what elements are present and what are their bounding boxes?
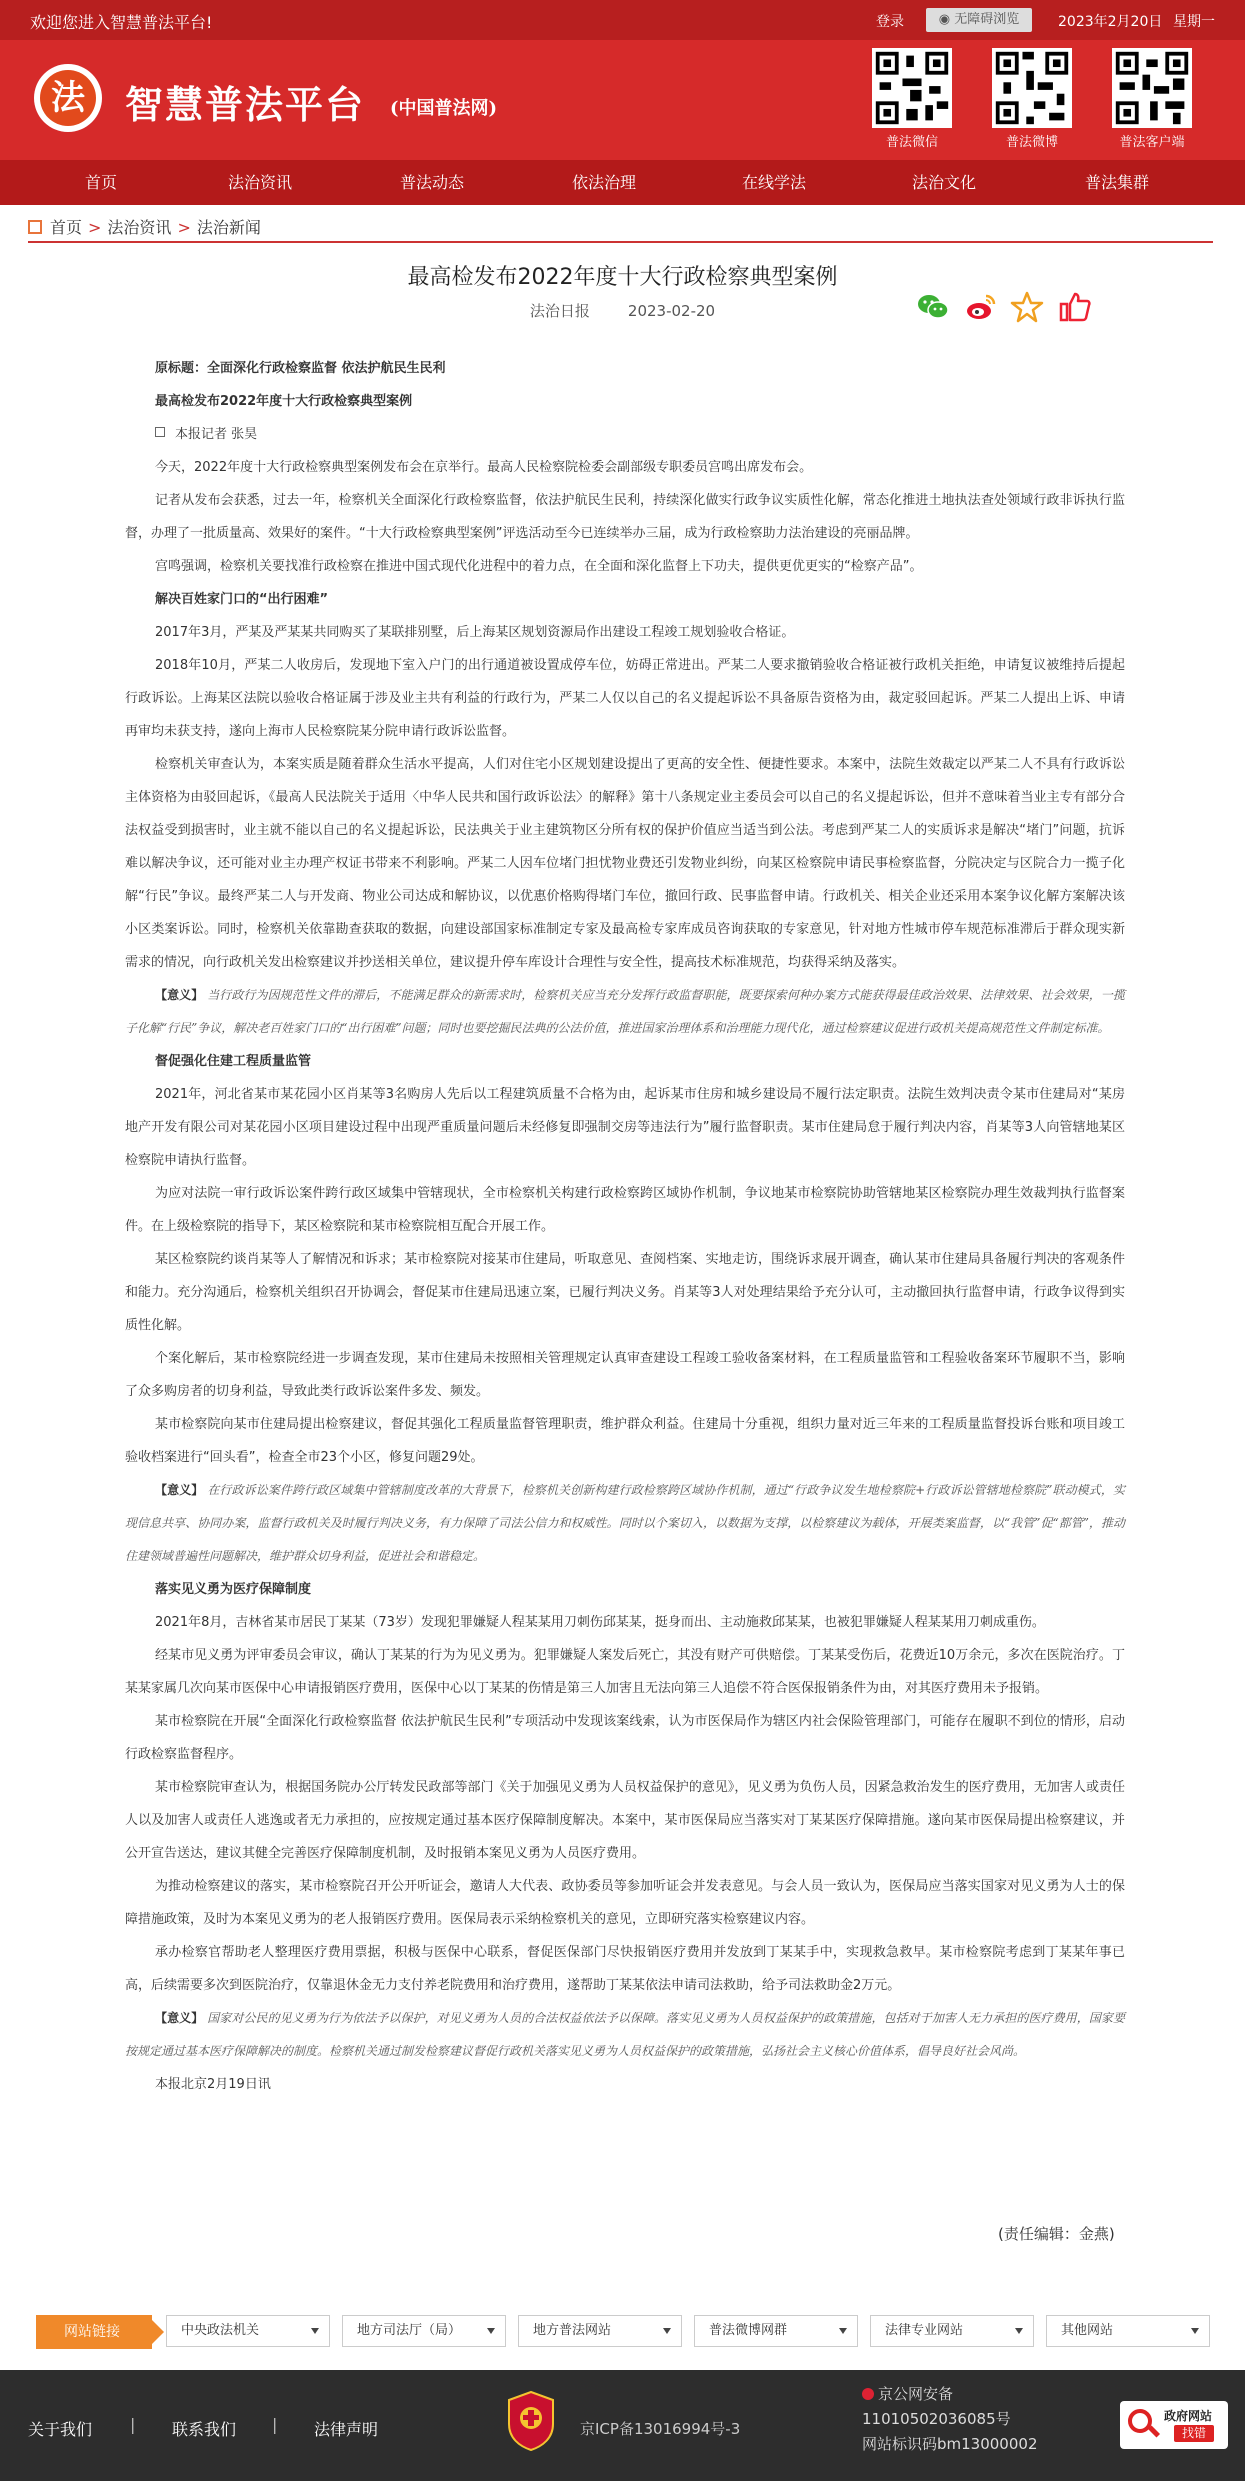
chevron-down-icon	[311, 2328, 319, 2334]
significance-note	[125, 2002, 1125, 2068]
breadcrumb: 首页 > 法治资讯 > 法治新闻	[28, 215, 261, 237]
chevron-down-icon	[487, 2328, 495, 2334]
login-link[interactable]: 登录	[876, 14, 904, 30]
wechat-qr-label: 普法微信	[885, 135, 938, 150]
gov-site-error-report-button[interactable]	[1120, 2401, 1228, 2449]
client-qr-icon	[1112, 48, 1192, 128]
significance-note	[125, 1474, 1125, 1573]
article-date: 2023-02-20	[627, 302, 716, 320]
paragraph: 某市检察院审查认为，根据国务院办公厅转发民政部等部门《关于加强见义勇为人员权益保护的意见》，见义勇为负伤人员，因紧急救治发生的医疗费用，无加害人或责任人以及加害人或责任人逃逸或者无力承担的，应按规定通过基本医疗保障制度解决。本案中，某市医保局应当落实对丁某某医疗保障措施。遂向某市医保局提出检察建议，并公开宣告送达，建议其健全完善医疗保障制度机制，及时报销本案见义勇为人员医疗费用。	[125, 1780, 1125, 1861]
reporter-line	[125, 418, 1125, 451]
police-badge-icon	[862, 2388, 874, 2400]
lead-title: 最高检发布2022年度十大行政检察典型案例	[155, 394, 413, 409]
home-icon	[28, 220, 42, 234]
nav-item-governance[interactable]: 依法治理	[571, 173, 636, 192]
weibo-share-icon[interactable]	[964, 290, 998, 324]
select-central-organs[interactable]	[166, 2315, 330, 2347]
reporter-name: 本报记者 张昊	[175, 427, 258, 442]
paragraph: 为应对法院一审行政诉讼案件跨行政区域集中管辖现状，全市检察机关构建行政检察跨区域协作机制，争议地某市检察院协助管辖地某区检察院办理生效裁判执行监督案件。在上级检察院的指导下，某区检察院和某市检察院相互配合开展工作。	[125, 1186, 1125, 1234]
significance-text: 国家对公民的见义勇为行为依法予以保护，对见义勇为人员的合法权益依法予以保障。落实见义勇为人员权益保护的政策措施，包括对于加害人无力承担的医疗费用，国家要按规定通过基本医疗保障解决的制度。检察机关通过制发检察建议督促行政机关落实见义勇为人员权益保护的政策措施，弘扬社会主义核心价值体系，倡导良好社会风尚。	[125, 2011, 1125, 2058]
select-pufa-weibo[interactable]	[694, 2315, 858, 2347]
nav-item-pufa-cluster[interactable]: 普法集群	[1084, 173, 1149, 192]
significance-text: 在行政诉讼案件跨行政区域集中管辖制度改革的大背景下，检察机关创新构建行政检察跨区域协作机制，通过“行政争议发生地检察院+行政诉讼管辖地检察院”联动模式，实现信息共享、协同办案，监督行政机关及时履行判决义务，有力保障了司法公信力和权威性。同时以个案切入，以数据为支撑，以检察建议为载体，开展类案监督，以“我管”促“都管”，推动住建领域普遍性问题解决，维护群众切身利益，促进社会和谐稳定。	[125, 1483, 1125, 1563]
site-links-label: 网站链接	[36, 2315, 152, 2349]
select-other-sites[interactable]	[1046, 2315, 1210, 2347]
breadcrumb-legal-news[interactable]: 法治资讯	[107, 218, 172, 237]
select-law-sites[interactable]	[870, 2315, 1034, 2347]
paragraph: 2021年8月，吉林省某市居民丁某某（73岁）发现犯罪嫌疑人程某某用刀刺伤邱某某，挺身而出、主动施救邱某某，也被犯罪嫌疑人程某某用刀刺成重伤。	[155, 1615, 1045, 1630]
site-identifier: 网站标识码bm13000002	[862, 2435, 1038, 2453]
favorite-star-icon[interactable]	[1010, 290, 1044, 324]
chevron-down-icon	[663, 2328, 671, 2334]
nav-item-home[interactable]: 首页	[84, 173, 117, 192]
icp-number[interactable]: 京ICP备13016994号-3	[580, 2420, 741, 2438]
footer-separator: |	[130, 2415, 136, 2434]
site-links-bar	[36, 2315, 1221, 2351]
select-value: 其他网站	[1061, 2323, 1114, 2338]
breadcrumb-divider	[28, 241, 1213, 243]
site-footer	[0, 2370, 1245, 2481]
police-record[interactable]	[862, 2382, 1037, 2457]
paragraph: 某区检察院约谈肖某等人了解情况和诉求；某市检察院对接某市住建局，听取意见、查阅档案、实地走访，围绕诉求展开调查，确认某市住建局具备履行判决的客观条件和能力。充分沟通后，检察机关组织召开协调会，督促某市住建局迅速立案，已履行判决义务。肖某等3人对处理结果给予充分认可，主动撤回执行监督申请，行政争议得到实质性化解。	[125, 1252, 1125, 1333]
significance-label: 【意义】	[155, 2011, 204, 2025]
main-nav	[0, 160, 1245, 205]
gov-site-label: 政府网站	[1164, 2409, 1213, 2423]
paragraph: 为推动检察建议的落实，某市检察院召开公开听证会，邀请人大代表、政协委员等参加听证会并发表意见。与会人员一致认为，医保局应当落实国家对见义勇为人士的保障措施政策，及时为本案见义勇为的老人报销医疗费用。医保局表示采纳检察机关的意见，立即研究落实检察建议内容。	[125, 1879, 1125, 1927]
paragraph: 2021年，河北省某市某花园小区肖某等3名购房人先后以工程建筑质量不合格为由，起诉某市住房和城乡建设局不履行法定职责。法院生效判决责令某市住建局对“某房地产开发有限公司对某花园小区项目建设过程中出现严重质量问题后未经修复即强制交房等违法行为”履行监督职责。某市住建局怠于履行判决内容，肖某等3人向管辖地某区检察院申请执行监督。	[125, 1087, 1125, 1168]
police-number: 11010502036085号	[862, 2410, 1011, 2428]
footer-contact-link[interactable]: 联系我们	[172, 2420, 237, 2439]
paragraph: 某市检察院向某市住建局提出检察建议，督促其强化工程质量监督管理职责，维护群众利益。住建局十分重视，组织力量对近三年来的工程质量监督投诉台账和项目竣工验收档案进行“回头看”，检查全市23个小区，修复问题29处。	[125, 1417, 1125, 1465]
paragraph: 检察机关审查认为，本案实质是随着群众生活水平提高，人们对住宅小区规划建设提出了更高的安全性、便捷性要求。本案中，法院生效裁定以严某二人不具有行政诉讼主体资格为由驳回起诉，《最高人民法院关于适用〈中华人民共和国行政诉讼法〉的解释》第十八条规定业主委员会可以自己的名义提起诉讼，但并不意味着当业主专有部分合法权益受到损害时，业主就不能以自己的名义提起诉讼，民法典关于业主建筑物区分所有权的保护价值应当适当到公法。考虑到严某二人的实质诉求是解决“堵门”问题，抗诉难以解决争议，还可能对业主办理产权证书带来不利影响。严某二人因车位堵门担忧物业费还引发物业纠纷，向某区检察院申请民事检察监督，分院决定与区院合力一揽子化解“行民”争议。最终严某二人与开发商、物业公司达成和解协议，以优惠价格购得堵门车位，撤回行政、民事监督申请。行政机关、相关企业还采用本案争议化解方案解决该小区类案诉讼。同时，检察机关依靠勘查获取的数据，向建设部国家标准制定专家及最高检专家库成员咨询获取的专家意见，针对地方性城市停车规范标准滞后于群众现实新需求的情况，向行政机关发出检察建议并抄送相关单位，建议提升停车库设计合理性与安全性，提高技术标准规范，均获得采纳及落实。	[125, 757, 1125, 970]
chevron-down-icon	[839, 2328, 847, 2334]
paragraph: 宫鸣强调，检察机关要找准行政检察在推进中国式现代化进程中的着力点，在全面和深化监督上下功夫，提供更优更实的“检察产品”。	[155, 559, 923, 574]
article-source: 法治日报	[529, 302, 590, 320]
paragraph: 2017年3月，严某及严某某共同购买了某联排别墅，后上海某区规划资源局作出建设工程竣工规划验收合格证。	[155, 625, 795, 640]
paragraph: 承办检察官帮助老人整理医疗费用票据，积极与医保中心联系，督促医保部门尽快报销医疗费用并发放到丁某某手中，实现救急救早。某市检察院考虑到丁某某年事已高，后续需要多次到医院治疗，仅靠退休金无力支付养老院费用和治疗费用，遂帮助丁某某依法申请司法救助，给予司法救助金2万元。	[125, 1945, 1125, 1993]
weibo-qr-label: 普法微博	[1005, 135, 1058, 150]
barrier-free-button[interactable]: ◉ 无障碍浏览	[926, 8, 1032, 32]
significance-label: 【意义】	[155, 1483, 204, 1497]
top-bar	[0, 0, 1245, 40]
paragraph: 今天，2022年度十大行政检察典型案例发布会在京举行。最高人民检察院检委会副部级专职委员宫鸣出席发布会。	[155, 460, 813, 475]
nav-item-pufa-dynamics[interactable]: 普法动态	[399, 173, 464, 192]
site-header	[0, 0, 1245, 160]
article-title: 最高检发布2022年度十大行政检察典型案例	[407, 265, 838, 290]
nav-item-online-learning[interactable]: 在线学法	[741, 173, 806, 192]
chevron-down-icon	[1015, 2328, 1023, 2334]
significance-text: 当行政行为因规范性文件的滞后，不能满足群众的新需求时，检察机关应当充分发挥行政监督职能，既要探索何种办案方式能获得最佳政治效果、法律效果、社会效果，一揽子化解“行民”争议，解决老百姓家门口的“出行困难”问题；同时也要挖掘民法典的公法价值，推进国家治理体系和治理能力现代化，通过检察建议促进行政机关提高规范性文件制定标准。	[125, 988, 1125, 1035]
significance-note	[125, 979, 1125, 1045]
barrier-free-label: 无障碍浏览	[954, 12, 1020, 27]
select-value: 法律专业网站	[885, 2323, 964, 2338]
select-value: 地方普法网站	[533, 2323, 612, 2338]
site-title[interactable]: 智慧普法平台	[125, 82, 366, 127]
footer-about-link[interactable]: 关于我们	[28, 2420, 93, 2439]
current-weekday: 星期一	[1173, 14, 1215, 30]
report-error-label: 找错	[1174, 2425, 1214, 2442]
welcome-text: 欢迎您进入智慧普法平台!	[30, 13, 213, 32]
paragraph: 个案化解后，某市检察院经进一步调查发现，某市住建局未按照相关管理规定认真审查建设工程竣工验收备案材料，在工程质量监管和工程验收备案环节履职不当，影响了众多购房者的切身利益，导致此类行政诉讼案件多发、频发。	[125, 1351, 1125, 1399]
select-value: 中央政法机关	[181, 2323, 260, 2338]
image-placeholder-icon	[155, 427, 165, 437]
original-title: 原标题：全面深化行政检察监督 依法护航民生民利	[155, 361, 446, 376]
select-value: 地方司法厅（局）	[357, 2323, 462, 2338]
select-local-pufa-sites[interactable]	[518, 2315, 682, 2347]
logo-icon[interactable]: 法	[40, 70, 96, 126]
breadcrumb-home[interactable]: 首页	[50, 218, 83, 237]
weibo-qr-icon	[992, 48, 1072, 128]
footer-legal-link[interactable]: 法律声明	[314, 2420, 379, 2439]
select-value: 普法微博网群	[709, 2323, 788, 2338]
magnifier-handle	[1148, 2425, 1160, 2437]
section-heading: 落实见义勇为医疗保障制度	[155, 1582, 312, 1597]
like-thumb-icon[interactable]	[1058, 290, 1092, 324]
section-heading: 督促强化住建工程质量监管	[155, 1054, 312, 1069]
police-label: 京公网安备	[878, 2385, 954, 2403]
section-heading: 解决百姓家门口的“出行困难”	[155, 592, 329, 607]
party-org-badge-icon[interactable]	[505, 2390, 557, 2452]
responsible-editor: (责任编辑：金燕)	[998, 2225, 1115, 2243]
footer-separator: |	[272, 2415, 278, 2434]
paragraph: 2018年10月，严某二人收房后，发现地下室入户门的出行通道被设置成停车位，妨碍正常进出。严某二人要求撤销验收合格证被行政机关拒绝，申请复议被维持后提起行政诉讼。上海某区法院以验收合格证属于涉及业主共有利益的行政行为，严某二人仅以自己的名义提起诉讼不具备原告资格为由，裁定驳回起诉。严某二人提出上诉、申请再审均未获支持，遂向上海市人民检察院某分院申请行政诉讼监督。	[125, 658, 1125, 739]
paragraph: 经某市见义勇为评审委员会审议，确认丁某某的行为为见义勇为。犯罪嫌疑人案发后死亡，其没有财产可供赔偿。丁某某受伤后，花费近10万余元，多次在医院治疗。丁某某家属几次向某市医保中心申请报销医疗费用，医保中心以丁某某的伤情是第三人加害且无法向第三人追偿不符合医保报销条件为由，对其医疗费用未予报销。	[125, 1648, 1125, 1696]
client-qr-label: 普法客户端	[1119, 135, 1185, 150]
chevron-down-icon	[1191, 2328, 1199, 2334]
nav-item-legal-culture[interactable]: 法治文化	[911, 173, 976, 192]
breadcrumb-current[interactable]: 法治新闻	[196, 218, 261, 237]
significance-label: 【意义】	[155, 988, 204, 1002]
current-date: 2023年2月20日	[1058, 14, 1163, 30]
wechat-share-icon[interactable]	[916, 290, 950, 324]
site-subtitle: (中国普法网)	[390, 98, 498, 119]
paragraph: 记者从发布会获悉，过去一年，检察机关全面深化行政检察监督，依法护航民生民利，持续深化做实行政争议实质性化解，常态化推进土地执法查处领域行政非诉执行监督，办理了一批质量高、效果好的案件。“十大行政检察典型案例”评选活动至今已连续举办三届，成为行政检察助力法治建设的亮丽品牌。	[125, 493, 1125, 541]
select-local-justice[interactable]	[342, 2315, 506, 2347]
wechat-qr-icon	[872, 48, 952, 128]
dateline: 本报北京2月19日讯	[155, 2077, 271, 2092]
nav-item-legal-news[interactable]: 法治资讯	[227, 173, 292, 192]
paragraph: 某市检察院在开展“全面深化行政检察监督 依法护航民生民利”专项活动中发现该案线索，认为市医保局作为辖区内社会保险管理部门，可能存在履职不到位的情形，启动行政检察监督程序。	[125, 1714, 1125, 1762]
article-body	[125, 352, 1125, 2101]
